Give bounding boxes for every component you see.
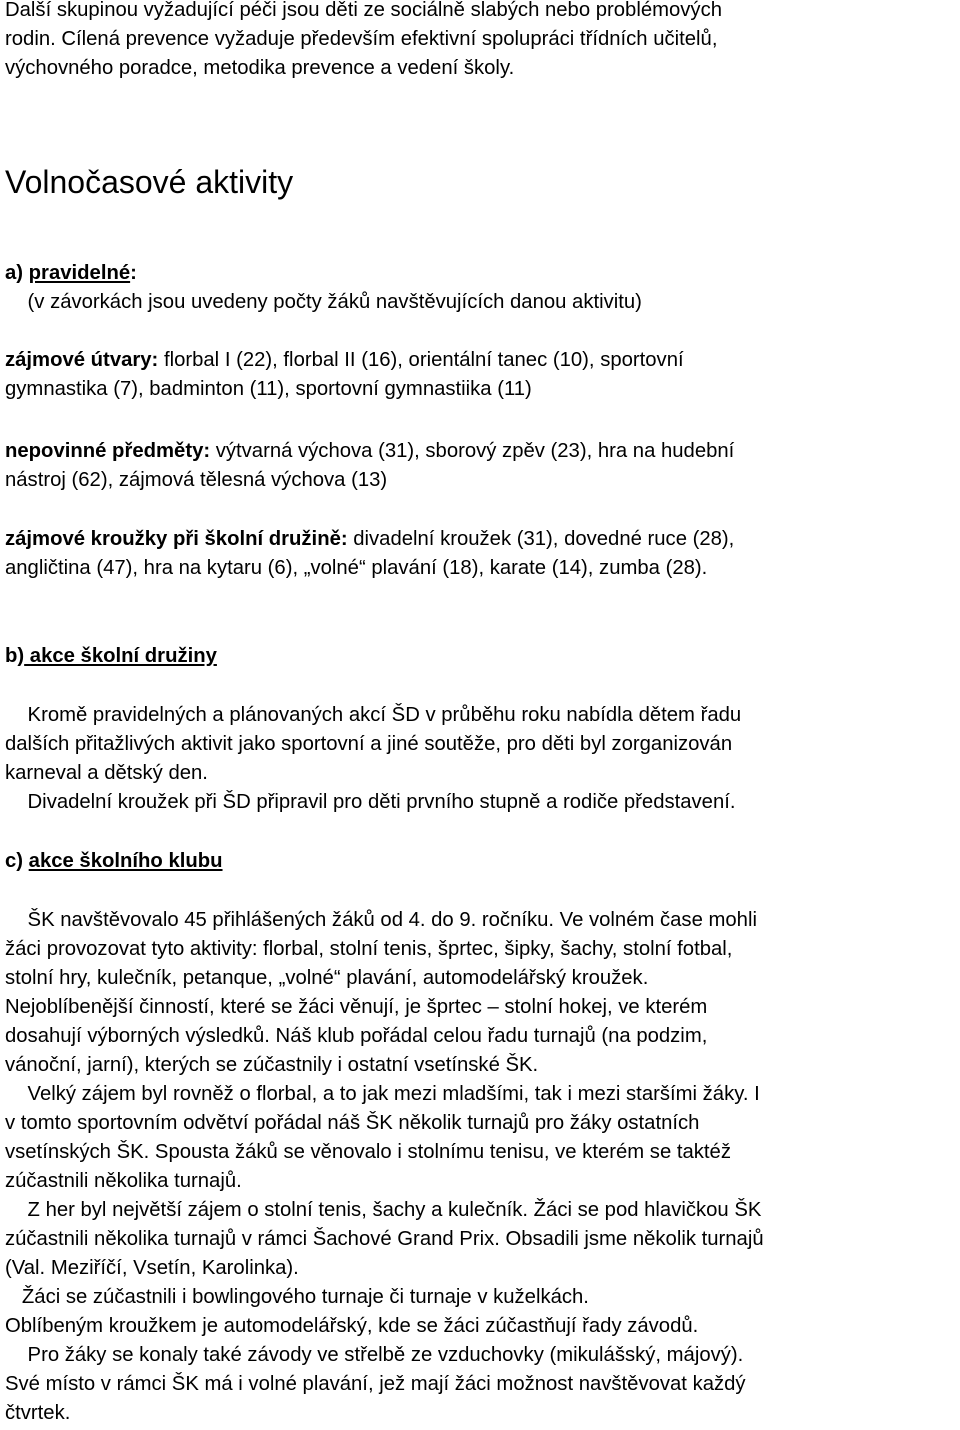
paragraph-line: Pro žáky se konaly také závody ve střelbě ze vzduchovky (mikulášský, májový). [5, 1344, 744, 1366]
paragraph-line: Z her byl největší zájem o stolní tenis, šachy a kulečník. Žáci se pod hlavičkou ŠK [5, 1199, 762, 1221]
section-b-prefix: b) [5, 645, 25, 667]
paragraph-line: Velký zájem byl rovněž o florbal, a to jak mezi mladšími, tak i mezi staršími žáky. I [5, 1083, 760, 1105]
section-a-title [5, 259, 137, 288]
paragraph-line: Kromě pravidelných a plánovaných akcí ŠD v průběhu roku nabídla dětem řadu [5, 704, 742, 726]
intro-line: rodin. Cílená prevence vyžaduje především efektivní spolupráci třídních učitelů, [5, 28, 718, 50]
section-heading: Volnočasové aktivity [5, 164, 294, 200]
zajmove-utvary-text: florbal I (22), florbal II (16), orientální tanec (10), sportovní [158, 349, 684, 371]
section-a-prefix: a) [5, 262, 29, 284]
krouzky-text: divadelní kroužek (31), dovedné ruce (28), [347, 528, 735, 550]
paragraph-line: Žáci se zúčastnili i bowlingového turnaje či turnaje v kuželkách. [5, 1286, 589, 1308]
section-c-title [5, 847, 223, 876]
paragraph-line: zúčastnili několika turnajů v rámci Šachové Grand Prix. Obsadili jsme několik turnajů [5, 1228, 764, 1250]
section-c-title-text: akce školního klubu [28, 850, 223, 872]
krouzky-label: zájmové kroužky při školní družině: [5, 528, 348, 550]
paragraph-line: Oblíbeným kroužkem je automodelářský, kde se žáci zúčastňují řady závodů. [5, 1315, 699, 1337]
nepovinne-line [5, 437, 734, 466]
nepovinne-text: výtvarná výchova (31), sborový zpěv (23), hra na hudební [210, 440, 735, 462]
paragraph-line: čtvrtek. [5, 1402, 71, 1424]
paragraph-line: dosahují výborných výsledků. Náš klub pořádal celou řadu turnajů (na podzim, [5, 1025, 708, 1047]
section-a-note: (v závorkách jsou uvedeny počty žáků navštěvujících danou aktivitu) [5, 291, 642, 313]
paragraph-line: Divadelní kroužek při ŠD připravil pro děti prvního stupně a rodiče představení. [5, 791, 736, 813]
section-c-prefix: c) [5, 850, 29, 872]
paragraph-line: vsetínských ŠK. Spousta žáků se věnovalo i stolnímu tenisu, ve kterém se taktéž [5, 1141, 731, 1163]
intro-line: výchovného poradce, metodika prevence a vedení školy. [5, 57, 515, 79]
zajmove-utvary-line-2: gymnastika (7), badminton (11), sportovní gymnastiika (11) [5, 378, 532, 400]
section-b-title-text: akce školní družiny [24, 645, 217, 667]
paragraph-line: žáci provozovat tyto aktivity: florbal, stolní tenis, šprtec, šipky, šachy, stolní fotbal, [5, 938, 733, 960]
paragraph-line: zúčastnili několika turnajů. [5, 1170, 242, 1192]
intro-line: Další skupinou vyžadující péči jsou děti ze sociálně slabých nebo problémových [5, 0, 722, 21]
paragraph-line: v tomto sportovním odvětví pořádal náš ŠK několik turnajů pro žáky ostatních [5, 1112, 700, 1134]
zajmove-utvary-label: zájmové útvary: [5, 349, 159, 371]
nepovinne-line-2: nástroj (62), zájmová tělesná výchova (13) [5, 469, 388, 491]
paragraph-line: dalších přitažlivých aktivit jako sportovní a jiné soutěže, pro děti byl zorganizován [5, 733, 733, 755]
section-b-title [5, 642, 217, 671]
paragraph-line: ŠK navštěvovalo 45 přihlášených žáků od 4. do 9. ročníku. Ve volném čase mohli [5, 909, 757, 931]
paragraph-line: Nejoblíbenější činností, které se žáci věnují, je šprtec – stolní hokej, ve kterém [5, 996, 708, 1018]
krouzky-line-2: angličtina (47), hra na kytaru (6), „volné“ plavání (18), karate (14), zumba (28). [5, 557, 708, 579]
paragraph-line: vánoční, jarní), kterých se zúčastnily i ostatní vsetínské ŠK. [5, 1054, 539, 1076]
zajmove-utvary-line [5, 346, 684, 375]
paragraph-line: stolní hry, kulečník, petanque, „volné“ plavání, automodelářský kroužek. [5, 967, 649, 989]
section-a-title-text: pravidelné [28, 262, 131, 284]
paragraph-line: Své místo v rámci ŠK má i volné plavání, jež mají žáci možnost navštěvovat každý [5, 1373, 746, 1395]
paragraph-line: (Val. Meziříčí, Vsetín, Karolinka). [5, 1257, 299, 1279]
krouzky-line [5, 525, 734, 554]
section-a-suffix: : [130, 262, 137, 284]
paragraph-line: karneval a dětský den. [5, 762, 208, 784]
nepovinne-label: nepovinné předměty: [5, 440, 211, 462]
